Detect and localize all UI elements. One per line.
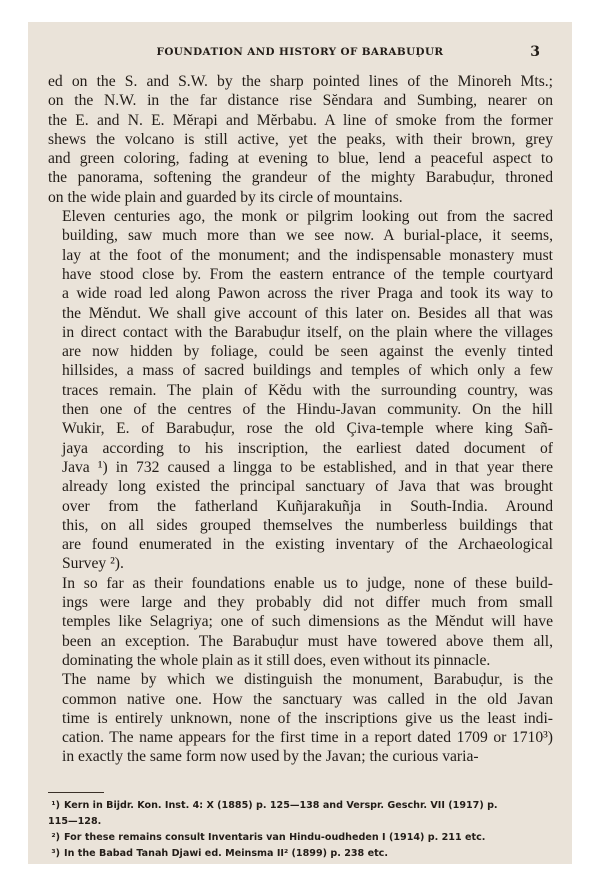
- running-header: [50, 44, 550, 66]
- footnote-text: 115—128.: [48, 816, 102, 827]
- book-page: [28, 22, 572, 864]
- text-line: then one of the centres of the Hindu-Javan community. On the hill: [62, 401, 553, 419]
- text-line: this, on all sides grouped themselves the numberless buildings that: [62, 516, 553, 534]
- paragraph: [48, 574, 553, 670]
- text-line: Survey ²).: [62, 555, 124, 573]
- text-line: ings were large and they probably did not differ much from small: [62, 594, 553, 612]
- text-line: in exactly the same form now used by the Javan; the curious varia-: [62, 748, 479, 766]
- text-line: ed on the S. and S.W. by the sharp pointed lines of the Minoreh Mts.;: [48, 73, 553, 90]
- text-line: shews the volcano is still active, yet the peaks, with their brown, grey: [48, 130, 553, 148]
- footnote: [48, 830, 553, 846]
- footnote-text: For these remains consult Inventaris van Hindu-oudheden I (1914) p. 211 etc.: [64, 832, 486, 843]
- text-line: dominating the whole plain as it still does, even without its pinnacle.: [62, 651, 491, 669]
- text-line: have stood close by. From the eastern entrance of the temple courtyard: [62, 265, 553, 283]
- footnote-text: Kern in Bijdr. Kon. Inst. 4: X (1885) p. 125—138 and Verspr. Geschr. VII (1917) p.: [64, 800, 498, 811]
- text-line: traces remain. The plain of Kĕdu with the surrounding country, was: [62, 381, 553, 399]
- text-line: and green coloring, fading at evening to blue, lend a peaceful aspect to: [48, 150, 553, 168]
- text-line: The name by which we distinguish the monument, Barabuḍur, is the: [62, 671, 553, 689]
- text-line: hillsides, a mass of sacred buildings and temples of which only a few: [62, 362, 553, 380]
- text-line: already long existed the principal sanctuary of Java that was brought: [62, 478, 553, 496]
- text-line: a wide road led along Pawon across the river Praga and took its way to: [62, 285, 553, 303]
- footnote: [48, 814, 553, 830]
- text-line: building, saw much more than we see now. A burial-place, it seems,: [62, 227, 553, 245]
- footnote: [48, 798, 553, 814]
- text-line: In so far as their foundations enable us to judge, none of these build-: [62, 574, 553, 592]
- paragraph: [48, 207, 553, 574]
- text-line: Eleven centuries ago, the monk or pilgrim looking out from the sacred: [62, 208, 553, 226]
- text-line: over from the fatherland Kuñjarakuñja in South-India. Around: [62, 497, 553, 515]
- footnote: [48, 846, 553, 862]
- footnote-marker: ¹): [51, 800, 60, 811]
- footnote-marker: ²): [51, 832, 60, 843]
- footnote-rule: [48, 792, 104, 793]
- footnote-marker: ³): [51, 848, 60, 859]
- text-line: time is entirely unknown, none of the inscriptions give us the least indi-: [62, 709, 553, 727]
- footnote-text: In the Babad Tanah Djawi ed. Meinsma II² (1899) p. 238 etc.: [64, 848, 388, 859]
- paragraph: [48, 670, 553, 766]
- running-title: FOUNDATION AND HISTORY OF BARABUḌUR: [156, 46, 444, 58]
- text-line: lay at the foot of the monument; and the indispensable monastery must: [62, 246, 553, 264]
- text-line: are now hidden by foliage, could be seen against the evenly tinted: [62, 343, 553, 361]
- paragraph: [48, 72, 553, 207]
- text-line: common native one. How the sanctuary was called in the old Javan: [62, 690, 553, 708]
- text-line: Java ¹) in 732 caused a lingga to be established, and in that year there: [62, 458, 553, 476]
- text-line: cation. The name appears for the first time in a report dated 1709 or 1710³): [62, 729, 553, 747]
- text-line: in direct contact with the Barabuḍur itself, on the plain where the villages: [62, 323, 553, 341]
- text-line: the panorama, softening the grandeur of the mighty Barabuḍur, throned: [48, 169, 553, 187]
- text-line: on the N.W. in the far distance rise Sĕndara and Sumbing, nearer on: [48, 92, 553, 110]
- text-line: the Mĕndut. We shall give account of this later on. Besides all that was: [62, 304, 553, 322]
- text-line: on the wide plain and guarded by its circle of mountains.: [48, 188, 403, 206]
- text-line: been an exception. The Barabuḍur must have towered above them all,: [62, 632, 553, 650]
- text-line: the E. and N. E. Mĕrapi and Mĕrbabu. A line of smoke from the former: [48, 111, 553, 129]
- text-line: jaya according to his inscription, the earliest dated document of: [62, 439, 553, 457]
- text-line: temples like Selagriya; one of such dimensions as the Mĕndut will have: [62, 613, 553, 631]
- footnotes: [48, 798, 553, 862]
- text-line: are found enumerated in the existing inventary of the Archaeological: [62, 536, 553, 554]
- body-text: [48, 72, 553, 767]
- page-number: 3: [530, 44, 540, 60]
- text-line: Wukir, E. of Barabuḍur, rose the old Çiva-temple where king Sañ-: [62, 420, 553, 438]
